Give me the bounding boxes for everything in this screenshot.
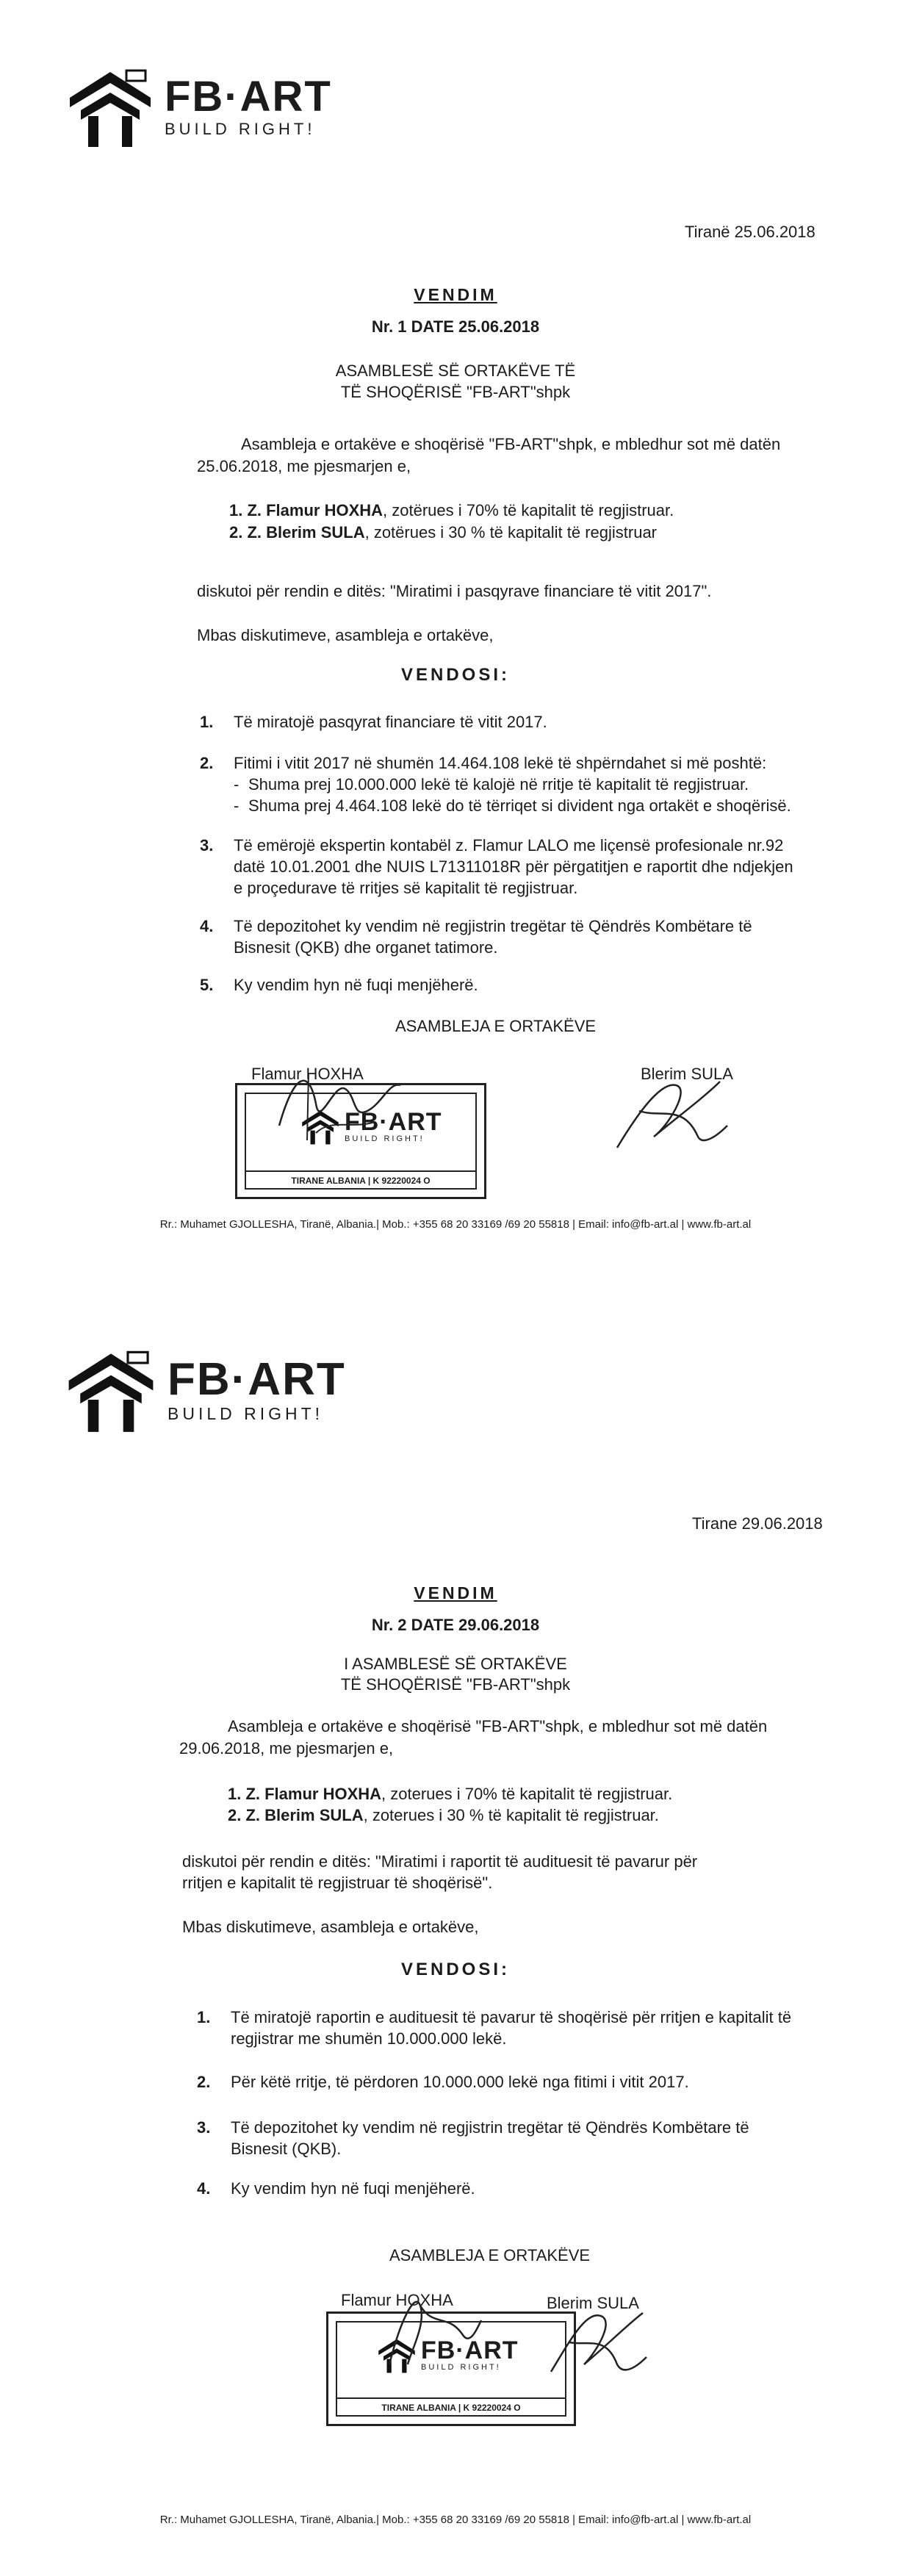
item-1: 1. Të miratojë raportin e audituesit të pavarur të shoqërisë për rritjen e kapitalit të regjistrar me shumën 10.000.000 lekë.: [197, 2008, 792, 2048]
signatory-right: Blerim SULA: [547, 2294, 639, 2312]
partner-1: 1. Z. Flamur HOXHA, zotërues i 70% të kapitalit të regjistruar.: [229, 501, 674, 519]
heading-line-2: TË SHOQËRISË "FB-ART"shpk: [340, 1675, 571, 1694]
logo-name: FB·ART: [165, 72, 332, 120]
intro-line-1: Asambleja e ortakëve e shoqërisë "FB-ART"shpk, e mbledhur sot më datën: [241, 435, 781, 453]
fb-art-logo-icon: [65, 1346, 157, 1434]
decision-number: Nr. 2 DATE 29.06.2018: [371, 1616, 540, 1634]
item-3: 3. Të emërojë ekspertin kontabël z. Flamur LALO me liçensë profesionale nr.92 datë 10.01.2001 dhe NUIS L71311018R për përgatitjen e raportit dhe ndjekjen e proçedurave të rritjes së kapitalit të regjistruar.: [200, 836, 793, 897]
signature-right-mark: [544, 2295, 654, 2383]
stamp-brand: FB·ART: [345, 1108, 442, 1136]
company-logo: [65, 1346, 346, 1434]
item-3: 3. Të depozitohet ky vendim në regjistrin tregëtar të Qëndrës Kombëtare të Bisnesit (QKB).: [197, 2118, 749, 2158]
place-date: Tirane 29.06.2018: [692, 1514, 823, 1533]
stamp-brand: FB·ART: [421, 2336, 519, 2364]
item-4: 4. Të depozitohet ky vendim në regjistrin tregëtar të Qëndrës Kombëtare të Bisnesit (QKB) dhe organet tatimore.: [200, 917, 752, 957]
signature-left-mark: [264, 1059, 404, 1148]
signature-right-mark: [610, 1067, 735, 1162]
signatory-left: Flamur HOXHA: [341, 2291, 453, 2309]
partner-2: 2. Z. Blerim SULA, zotërues i 30 % të kapitalit të regjistruar: [229, 523, 658, 542]
after-discussion: Mbas diskutimeve, asambleja e ortakëve,: [197, 626, 494, 644]
signatory-right: Blerim SULA: [641, 1065, 733, 1083]
decides-heading: VENDOSI:: [400, 1960, 510, 1979]
decides-heading: VENDOSI:: [400, 665, 510, 685]
signature-left-mark: [375, 2284, 485, 2372]
partner-2: 2. Z. Blerim SULA, zoterues i 30 % të kapitalit të regjistruar.: [228, 1806, 659, 1824]
assembly-label: ASAMBLEJA E ORTAKËVE: [389, 2246, 591, 2264]
item-4: 4. Ky vendim hyn në fuqi menjëherë.: [197, 2179, 475, 2198]
intro-line-2: 29.06.2018, me pjesmarjen e,: [179, 1739, 394, 1757]
footer-contact: Rr.: Muhamet GJOLLESHA, Tiranë, Albania.| Mob.: +355 68 20 33169 /69 20 55818 | Email: info@fb-art.al | www.fb-art.al: [159, 1218, 752, 1231]
logo-tagline: BUILD RIGHT!: [165, 119, 316, 138]
item-2-sub-2: - Shuma prej 4.464.108 lekë do të tërriqet si divident nga ortakët e shoqërisë.: [229, 795, 846, 816]
heading-line-1: ASAMBLESË SË ORTAKËVE TË: [335, 361, 576, 380]
logo-name: FB·ART: [168, 1353, 346, 1405]
intro-line-2: 25.06.2018, me pjesmarjen e,: [197, 457, 411, 475]
agenda-line-1: diskutoi për rendin e ditës: "Miratimi i raportit të audituesit të pavarur për: [182, 1852, 698, 1871]
heading-line-1: I ASAMBLESË SË ORTAKËVE: [344, 1655, 567, 1673]
after-discussion: Mbas diskutimeve, asambleja e ortakëve,: [182, 1918, 479, 1936]
intro-line-1: Asambleja e ortakëve e shoqërisë "FB-ART"shpk, e mbledhur sot më datën: [228, 1717, 768, 1735]
item-2: 2. Fitimi i vitit 2017 në shumën 14.464.108 lekë të shpërndahet si më poshtë: - Shuma prej 10.000.000 lekë të kalojë në rritje të kapitalit të regjistruar. - Shuma prej 4.464.108 lekë do të tërriqet si divident nga ortakët e shoqërisë.: [200, 752, 846, 816]
item-2-sub-1: - Shuma prej 10.000.000 lekë të kalojë në rritje të kapitalit të regjistruar.: [229, 774, 846, 795]
agenda-line-2: rritjen e kapitalit të regjistruar të shoqërisë".: [182, 1874, 493, 1892]
signatory-left: Flamur HOXHA: [251, 1065, 364, 1083]
item-2: 2. Për këtë rritje, të përdoren 10.000.000 lekë nga fitimi i vitit 2017.: [197, 2073, 689, 2091]
logo-tagline: BUILD RIGHT!: [168, 1403, 324, 1423]
place-date: Tiranë 25.06.2018: [685, 223, 815, 241]
agenda: diskutoi për rendin e ditës: "Miratimi i pasqyrave financiare të vitit 2017".: [197, 582, 712, 600]
stamp-registration: TIRANE ALBANIA | K 92220024 O: [336, 2397, 566, 2417]
document-page-2: [0, 1288, 911, 2576]
stamp-tagline: BUILD RIGHT!: [421, 2363, 501, 2372]
stamp-registration: TIRANE ALBANIA | K 92220024 O: [245, 1170, 477, 1190]
stamp-tagline: BUILD RIGHT!: [345, 1134, 425, 1143]
company-logo: [66, 65, 332, 149]
footer-contact: Rr.: Muhamet GJOLLESHA, Tiranë, Albania.| Mob.: +355 68 20 33169 /69 20 55818 | Email: info@fb-art.al | www.fb-art.al: [159, 2514, 752, 2526]
item-5: 5. Ky vendim hyn në fuqi menjëherë.: [200, 976, 478, 994]
item-1: 1. Të miratojë pasqyrat financiare të vitit 2017.: [200, 713, 547, 731]
heading-line-2: TË SHOQËRISË "FB-ART"shpk: [340, 383, 571, 401]
fb-art-logo-icon: [66, 65, 154, 149]
partner-1: 1. Z. Flamur HOXHA, zoterues i 70% të kapitalit të regjistruar.: [228, 1785, 673, 1803]
assembly-label: ASAMBLEJA E ORTAKËVE: [395, 1017, 597, 1035]
decision-title: VENDIM: [414, 1583, 497, 1602]
decision-number: Nr. 1 DATE 25.06.2018: [371, 317, 540, 336]
decision-title: VENDIM: [414, 285, 497, 304]
